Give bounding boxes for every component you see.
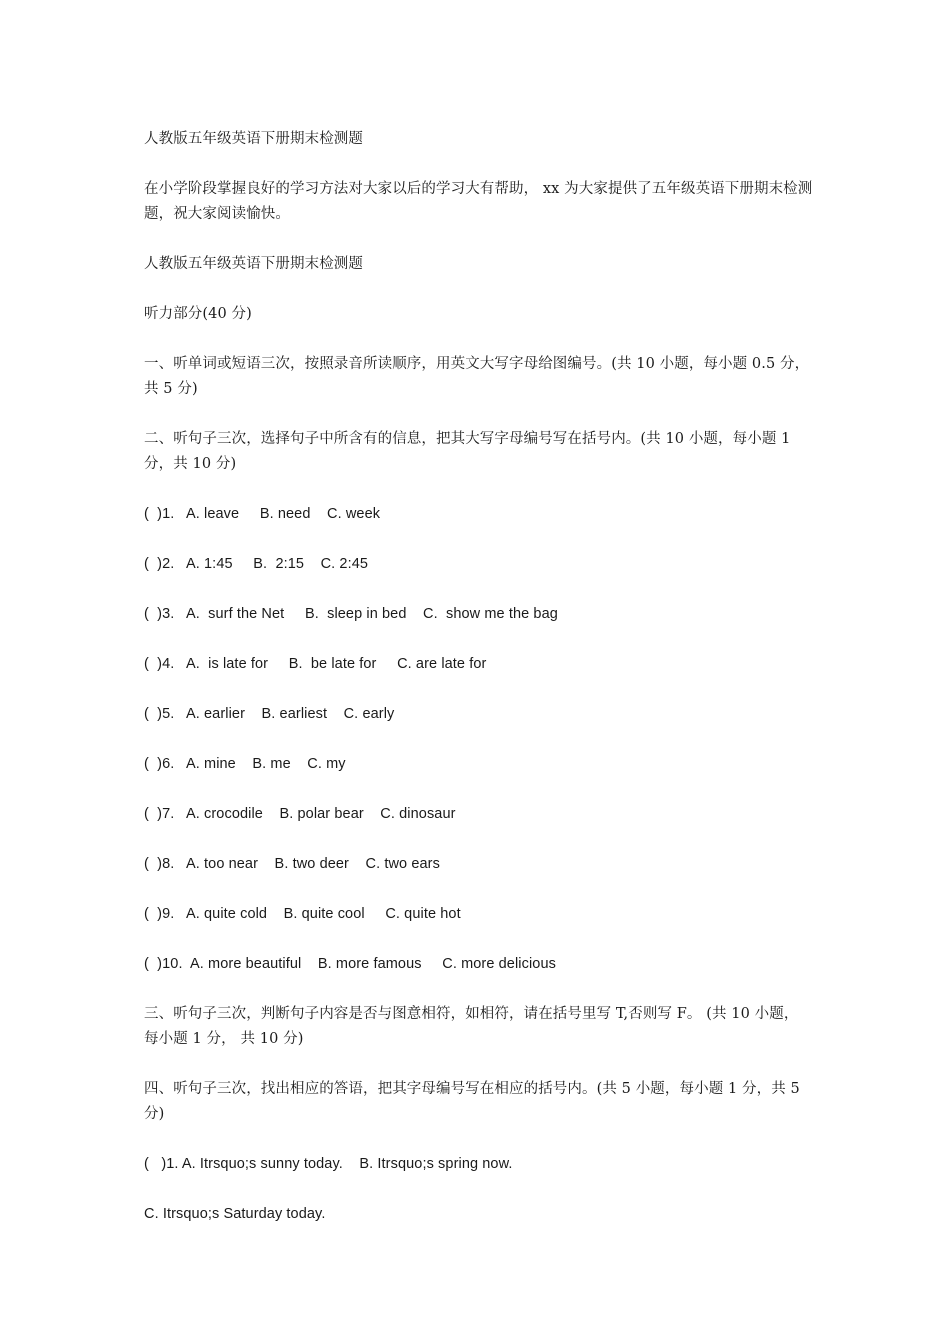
question-item: C. Itrsquo;s Saturday today.: [144, 1206, 326, 1222]
section-3-instructions: 三、听句子三次，判断句子内容是否与图意相符，如相符，请在括号里写 T,否则写 F。 (共 10 小题， 每小题 1 分， 共 10 分): [144, 1006, 804, 1047]
question-item: ( )2. A. 1:45 B. 2:15 C. 2:45: [144, 556, 369, 572]
question-item: ( )1. A. leave B. need C. week: [144, 506, 381, 522]
section-4-instructions: 四、听句子三次，找出相应的答语，把其字母编号写在相应的括号内。(共 5 小题，每小题 1 分，共 5 分): [144, 1081, 805, 1122]
question-item: ( )4. A. is late for B. be late for C. are late for: [144, 656, 487, 672]
section-1-instructions: 一、听单词或短语三次，按照录音所读顺序，用英文大写字母给图编号。(共 10 小题，每小题 0.5 分，共 5 分): [144, 356, 810, 397]
question-item: ( )7. A. crocodile B. polar bear C. dinosaur: [144, 806, 456, 822]
document-title: 人教版五年级英语下册期末检测题: [144, 131, 363, 147]
question-item: ( )9. A. quite cold B. quite cool C. quite hot: [144, 906, 461, 922]
section-title-repeat: 人教版五年级英语下册期末检测题: [144, 256, 363, 272]
question-item: ( )3. A. surf the Net B. sleep in bed C. show me the bag: [144, 606, 558, 622]
intro-paragraph: 在小学阶段掌握良好的学习方法对大家以后的学习大有帮助， xx 为大家提供了五年级英语下册期末检测题，祝大家阅读愉快。: [144, 181, 813, 222]
listening-part-heading: 听力部分(40 分): [144, 306, 252, 322]
question-item: ( )6. A. mine B. me C. my: [144, 756, 346, 772]
question-item: ( )10. A. more beautiful B. more famous C. more delicious: [144, 956, 556, 972]
document-body: [144, 127, 816, 1252]
question-item: ( )1. A. Itrsquo;s sunny today. B. Itrsquo;s spring now.: [144, 1156, 513, 1172]
question-item: ( )5. A. earlier B. earliest C. early: [144, 706, 395, 722]
section-2-instructions: 二、听句子三次，选择句子中所含有的信息，把其大写字母编号写在括号内。(共 10 小题，每小题 1 分，共 10 分): [144, 431, 796, 472]
question-item: ( )8. A. too near B. two deer C. two ears: [144, 856, 440, 872]
